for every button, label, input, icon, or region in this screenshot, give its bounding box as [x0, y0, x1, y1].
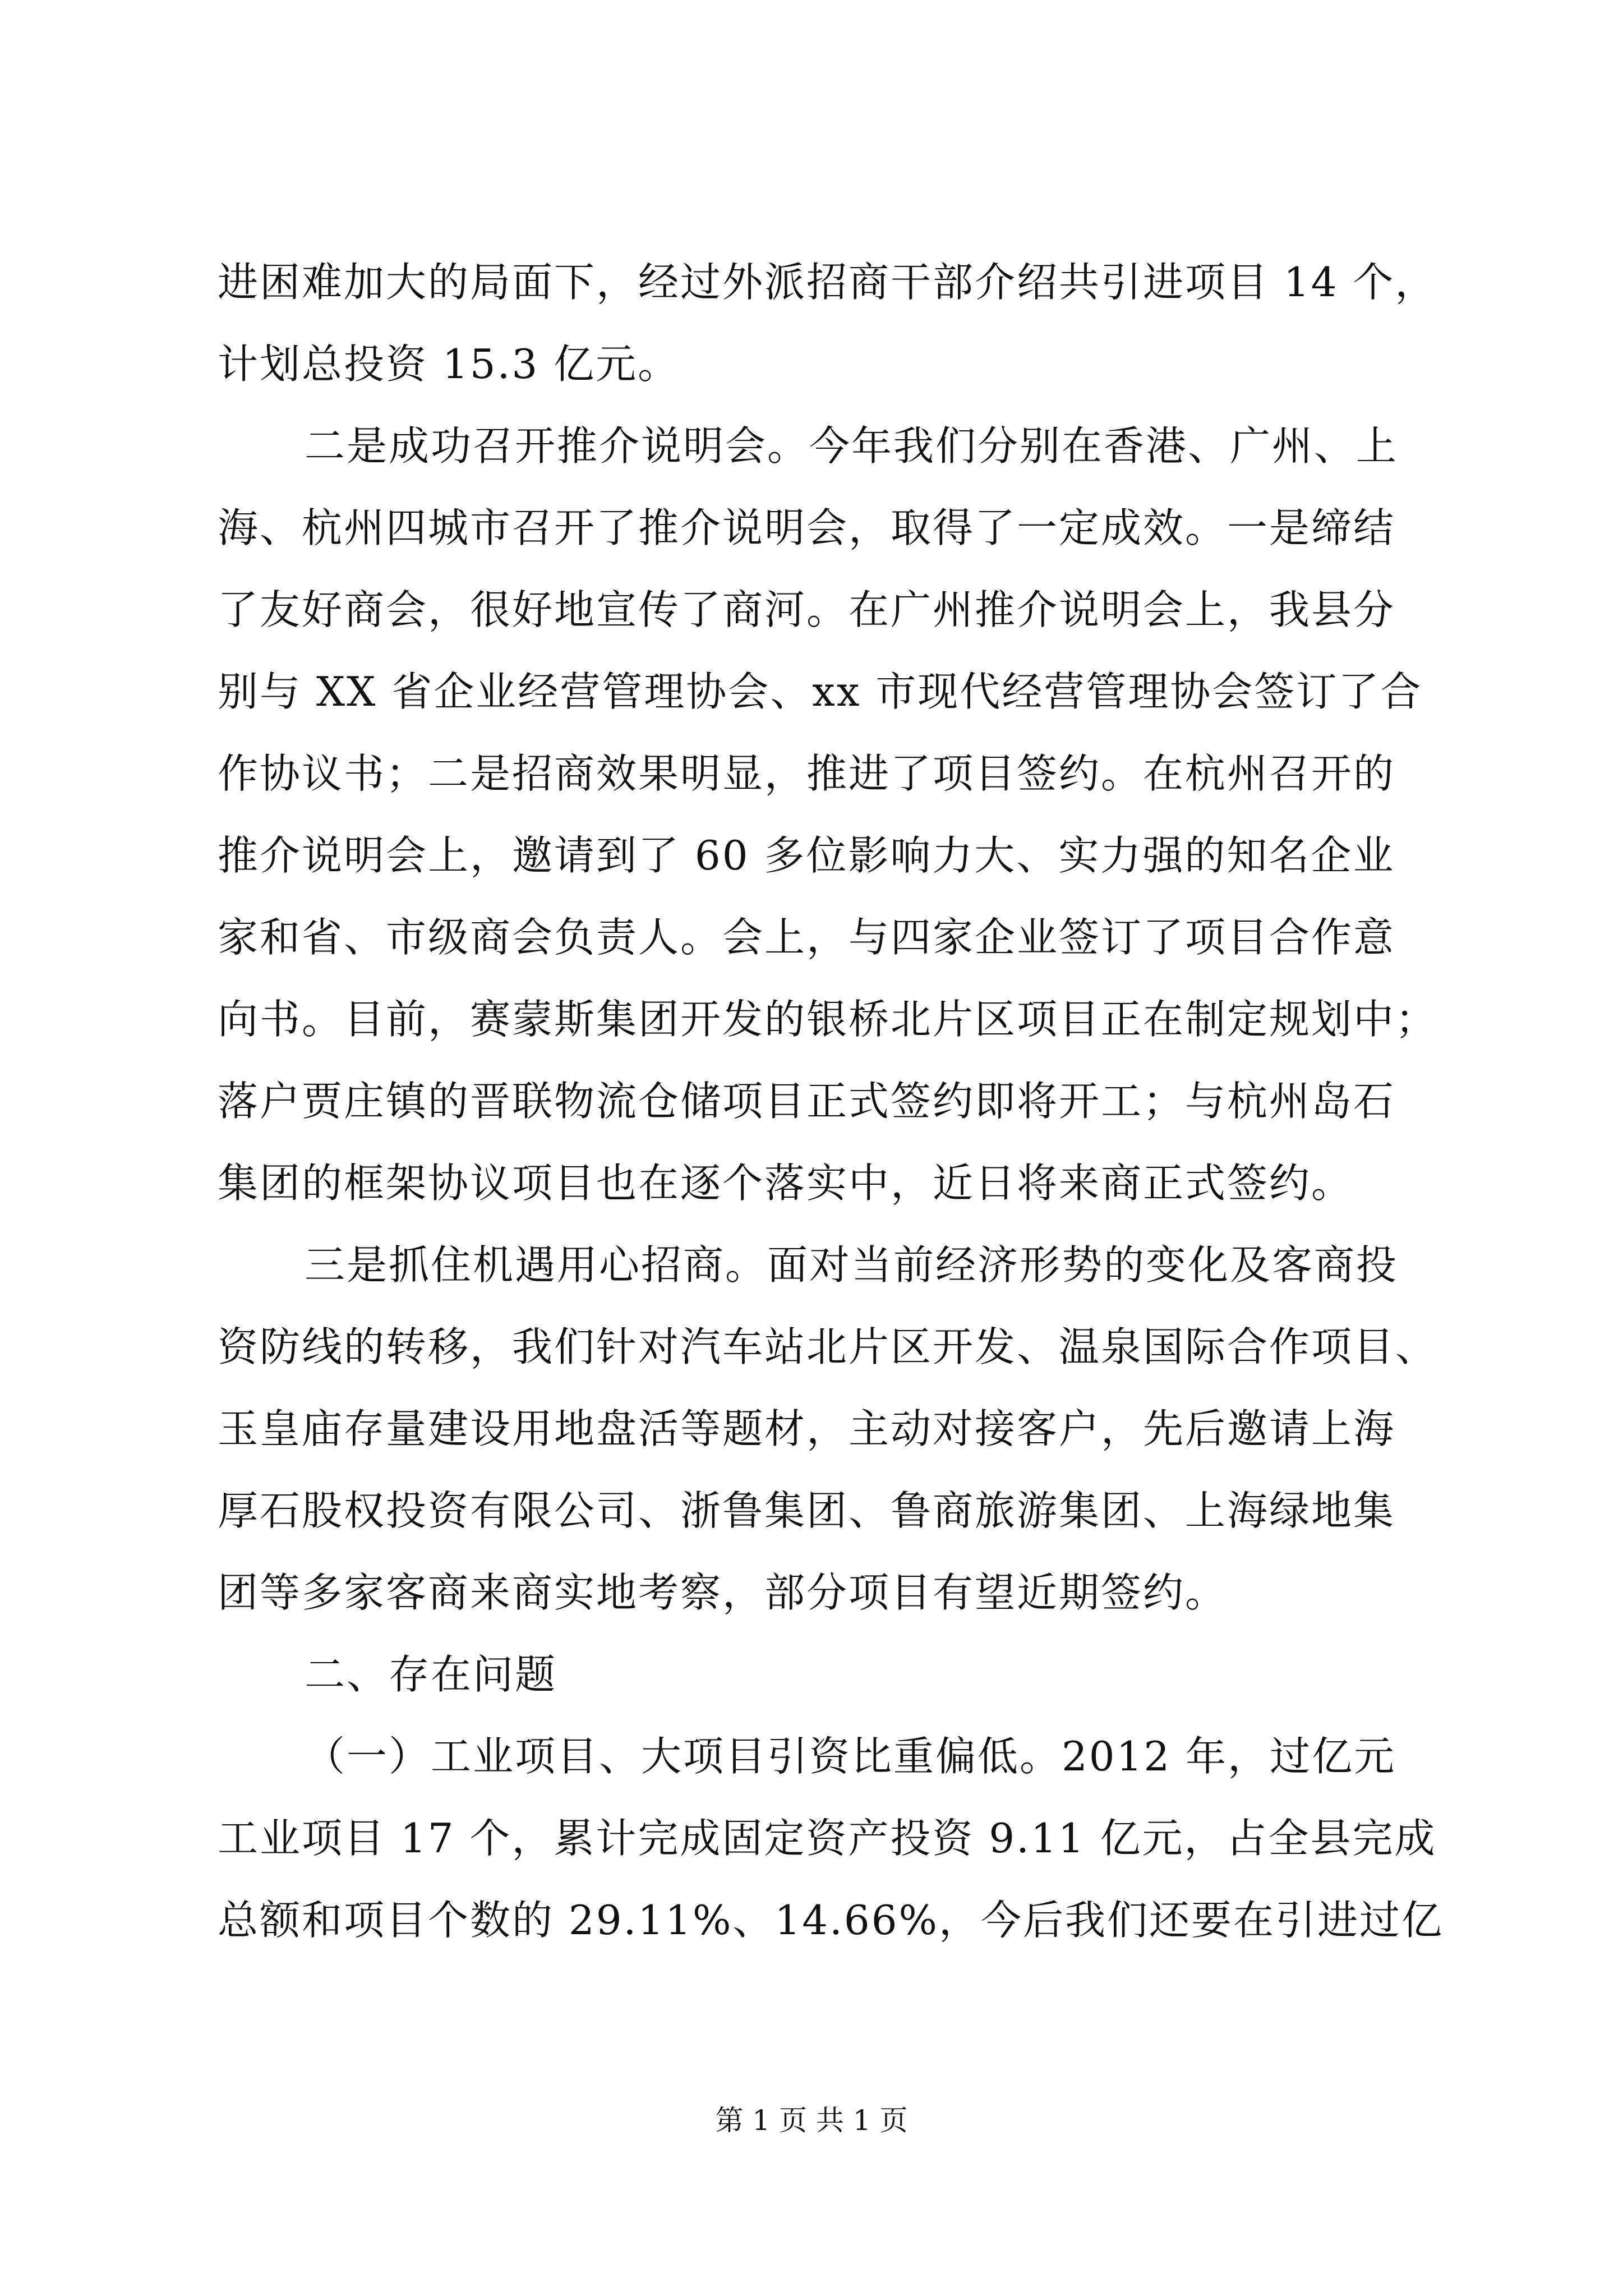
text-line: 计划总投资 15.3 亿元。	[218, 341, 680, 388]
text-line: 工业项目 17 个，累计完成固定资产投资 9.11 亿元，占全县完成	[218, 1815, 1437, 1862]
text-line: 了友好商会，很好地宣传了商河。在广州推介说明会上，我县分	[218, 586, 1396, 633]
body-text	[218, 241, 1444, 1961]
text-line: （一）工业项目、大项目引资比重偏低。2012 年，过亿元	[305, 1733, 1396, 1780]
text-line: 家和省、市级商会负责人。会上，与四家企业签订了项目合作意	[218, 914, 1396, 961]
text-line: 推介说明会上，邀请到了 60 多位影响力大、实力强的知名企业	[218, 832, 1395, 879]
text-line: 集团的框架协议项目也在逐个落实中，近日将来商正式签约。	[218, 1159, 1354, 1207]
text-line: 二是成功召开推介说明会。今年我们分别在香港、广州、上	[305, 422, 1399, 470]
text-line: 海、杭州四城市召开了推介说明会，取得了一定成效。一是缔结	[218, 504, 1396, 551]
text-line: 落户贾庄镇的晋联物流仓储项目正式签约即将开工；与杭州岛石	[218, 1078, 1396, 1125]
text-line: 进困难加大的局面下，经过外派招商干部介绍共引进项目 14 个，	[218, 259, 1437, 306]
text-line: 作协议书；二是招商效果明显，推进了项目签约。在杭州召开的	[218, 750, 1396, 797]
text-line: 团等多家客商来商实地考察，部分项目有望近期签约。	[218, 1569, 1228, 1616]
section-heading: 二、存在问题	[305, 1651, 557, 1698]
text-line: 别与 XX 省企业经营管理协会、xx 市现代经营管理协会签订了合	[218, 668, 1423, 715]
text-line: 总额和项目个数的 29.11%、14.66%，今后我们还要在引进过亿	[218, 1897, 1444, 1944]
text-line: 厚石股权投资有限公司、浙鲁集团、鲁商旅游集团、上海绿地集	[218, 1487, 1396, 1534]
text-line: 玉皇庙存量建设用地盘活等题材，主动对接客户，先后邀请上海	[218, 1405, 1396, 1452]
text-line: 向书。目前，赛蒙斯集团开发的银桥北片区项目正在制定规划中；	[218, 996, 1438, 1043]
text-line: 三是抓住机遇用心招商。面对当前经济形势的变化及客商投	[305, 1241, 1399, 1289]
text-line: 资防线的转移，我们针对汽车站北片区开发、温泉国际合作项目、	[218, 1323, 1438, 1370]
page-footer: 第 1 页 共 1 页	[715, 2104, 908, 2137]
